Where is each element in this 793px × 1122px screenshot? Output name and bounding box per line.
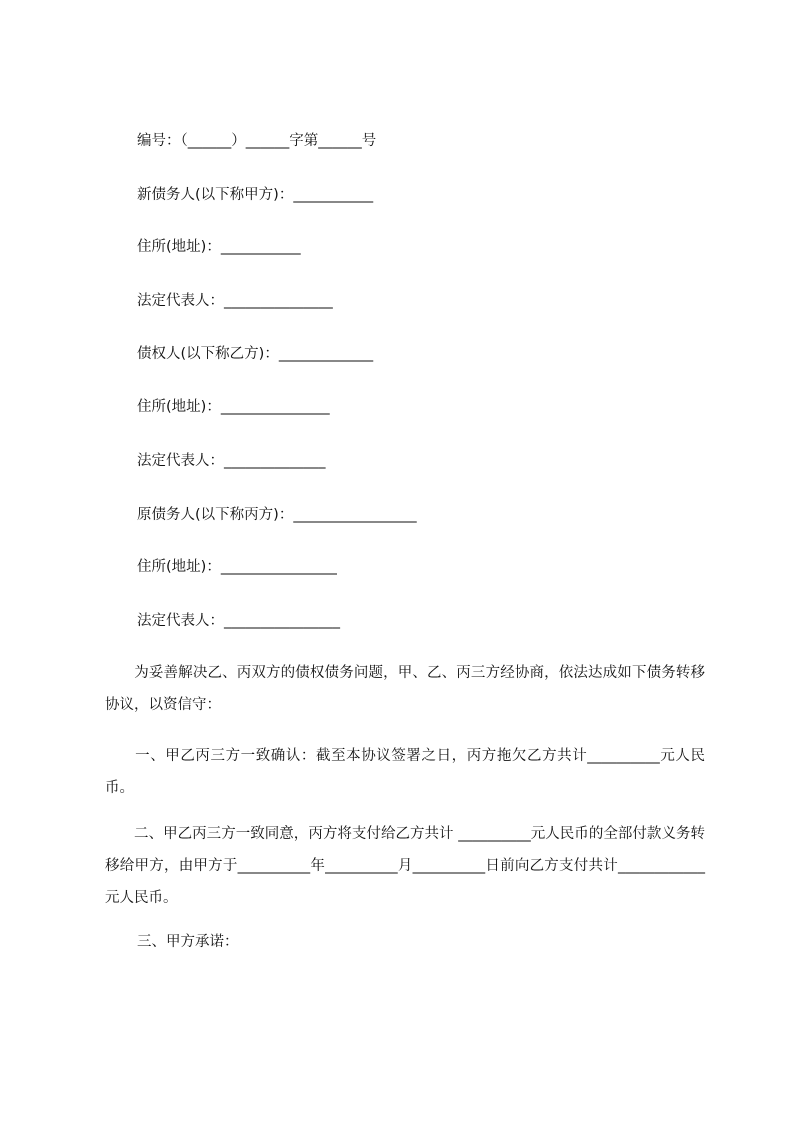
party-b-address: 住所(地址)：_______________ <box>137 399 330 415</box>
contract-number: 编号：（______）______字第______号 <box>137 133 377 149</box>
party-c-address: 住所(地址)：________________ <box>137 559 337 575</box>
party-a-representative: 法定代表人：_______________ <box>137 293 333 309</box>
party-b-representative: 法定代表人：______________ <box>137 453 326 469</box>
party-c-name: 原债务人(以下称丙方)：_________________ <box>137 507 417 523</box>
clause-two-paragraph: 二、甲乙丙三方一致同意，丙方将支付给乙方共计 __________元人民币的全部付款义务转移给甲方，由甲方于__________年__________月__________日前向乙方支付共计____________元人民币。 <box>105 826 705 906</box>
preamble-paragraph: 为妥善解决乙、丙双方的债权债务问题，甲、乙、丙三方经协商，依法达成如下债务转移协议，以资信守： <box>105 665 705 713</box>
party-a-address: 住所(地址)：___________ <box>137 239 301 255</box>
party-b-name: 债权人(以下称乙方)：_____________ <box>137 346 374 362</box>
party-c-representative: 法定代表人：________________ <box>137 613 340 629</box>
clause-three-heading: 三、甲方承诺： <box>137 934 239 950</box>
party-a-name: 新债务人(以下称甲方)：___________ <box>137 187 374 203</box>
clause-one-paragraph: 一、甲乙丙三方一致确认：截至本协议签署之日，丙方拖欠乙方共计__________元人民币。 <box>105 748 705 796</box>
